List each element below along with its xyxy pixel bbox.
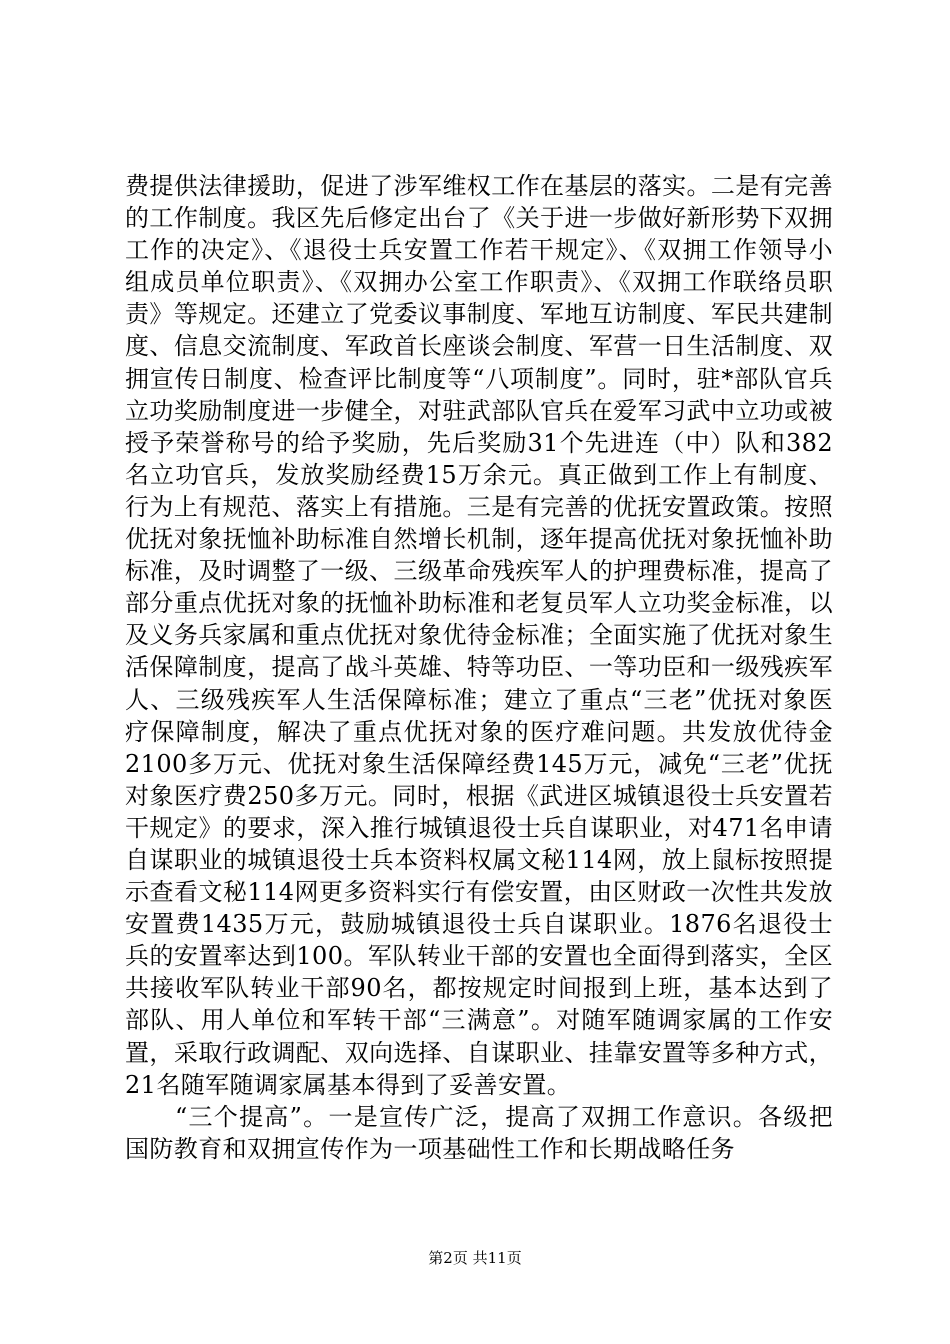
page-footer [0, 1247, 950, 1268]
document-body [125, 170, 833, 1165]
body-paragraph-2: “三个提高”。一是宣传广泛，提高了双拥工作意识。各级把国防教育和双拥宣传作为一项基础性工作和长期战略任务 [125, 1102, 833, 1163]
page-number-label: 第2页 共11页 [428, 1249, 522, 1267]
body-paragraph-1: 费提供法律援助，促进了涉军维权工作在基层的落实。二是有完善的工作制度。我区先后修定出台了《关于进一步做好新形势下双拥工作的决定》、《退役士兵安置工作若干规定》、《双拥工作领导小组成员单位职责》、《双拥办公室工作职责》、《双拥工作联络员职责》等规定。还建立了党委议事制度、军地互访制度、军民共建制度、信息交流制度、军政首长座谈会制度、军营一日生活制度、双拥宣传日制度、检查评比制度等“八项制度”。同时，驻*部队官兵立功奖励制度进一步健全，对驻武部队官兵在爱军习武中立功或被授予荣誉称号的给予奖励，先后奖励31个先进连（中）队和382名立功官兵，发放奖励经费15万余元。真正做到工作上有制度、行为上有规范、落实上有措施。三是有完善的优抚安置政策。按照优抚对象抚恤补助标准自然增长机制，逐年提高优抚对象抚恤补助标准，及时调整了一级、三级革命残疾军人的护理费标准，提高了部分重点优抚对象的抚恤补助标准和老复员军人立功奖金标准，以及义务兵家属和重点优抚对象优待金标准；全面实施了优抚对象生活保障制度，提高了战斗英雄、特等功臣、一等功臣和一级残疾军人、三级残疾军人生活保障标准；建立了重点“三老”优抚对象医疗保障制度，解决了重点优抚对象的医疗难问题。共发放优待金2100多万元、优抚对象生活保障经费145万元，减免“三老”优抚对象医疗费250多万元。同时，根据《武进区城镇退役士兵安置若干规定》的要求，深入推行城镇退役士兵自谋职业，对471名申请自谋职业的城镇退役士兵本资料权属文秘114网，放上鼠标按照提示查看文秘114网更多资料实行有偿安置，由区财政一次性共发放安置费1435万元，鼓励城镇退役士兵自谋职业。1876名退役士兵的安置率达到100。军队转业干部的安置也全面得到落实，全区共接收军队转业干部90名，都按规定时间报到上班，基本达到了部队、用人单位和军转干部“三满意”。对随军随调家属的工作安置，采取行政调配、双向选择、自谋职业、挂靠安置等多种方式，21名随军随调家属基本得到了妥善安置。 [125, 172, 833, 1099]
